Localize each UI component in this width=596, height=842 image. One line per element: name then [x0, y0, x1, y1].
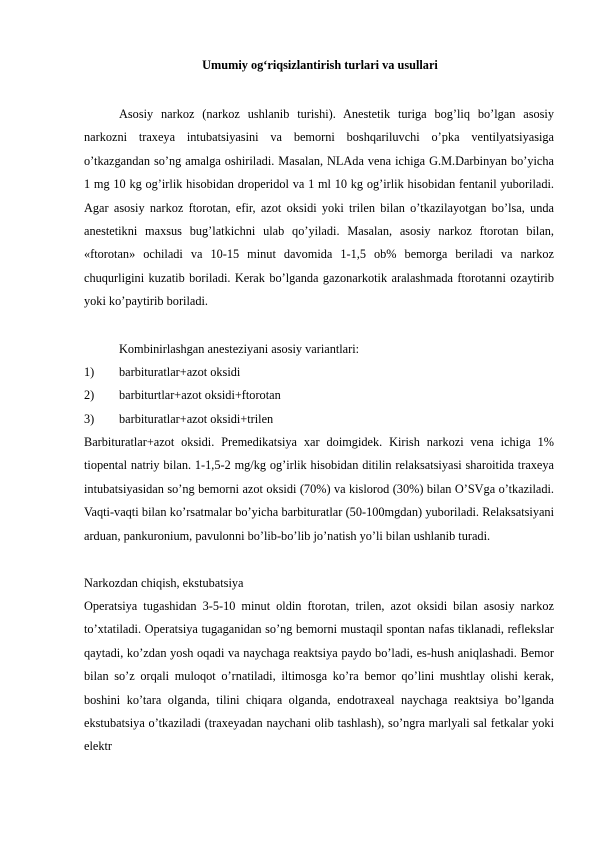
list-item-text: barbiturtlar+azot oksidi+ftorotan — [119, 388, 281, 403]
list-item-text: barbituratlar+azot oksidi+trilen — [119, 411, 274, 426]
paragraph-asosiy-narkoz: Asosiy narkoz (narkoz ushlanib turishi). Anestetik turiga bog’liq bo’lgan asosiy narkozni traxeya intubatsiyasini va bemorni boshqariluvchi o’pka ventilyatsiyasiga o’tkazgandan so’ng amalga oshiriladi. Masalan, NLAda vena ichiga G.M.Darbinyan bo’yicha 1 mg 10 kg og’irlik hisobidan droperidol va 1 ml 10 kg og’irlik hisobidan fentanil yuboriladi. Agar asosiy narkoz ftorotan, efir, azot oksidi yoki trilen bilan o’tkazilayotgan bo’lsa, unda anestetikni maxsus bug’latkichni ulab qo’yiladi. Masalan, asosiy narkoz ftorotan bilan, «ftorotan» ochiladi va 10-15 minut davomida 1-1,5 ob% bemorga beriladi va narkoz chuqurligini kuzatib boriladi. Kerak bo’lganda gazonarkotik aralashmada ftorotanni ozaytirib yoki ko’paytirib boriladi. — [84, 107, 554, 309]
variants-heading: Kombinirlashgan anesteziyani asosiy variantlari: — [119, 342, 360, 356]
subheading-narkozdan-chiqish: Narkozdan chiqish, ekstubatsiya — [84, 576, 244, 590]
paragraph-barbituratlar: Barbituratlar+azot oksidi. Premedikatsiya xar doimgidek. Kirish narkozi vena ichiga 1% tiopental natriy bilan. 1-1,5-2 mg/kg og’irlik hisobidan ditilin relaksatsiyasi sharoitida traxeya intubatsiyasidan so’ng bemorni azot oksidi (70%) va kislorod (30%) bilan O’SVga o’tkaziladi. Vaqti-vaqti bilan ko’rsatmalar bo’yicha barbituratlar (50-100mgdan) yuboriladi. Relaksatsiyani arduan, pankuronium, pavulonni bo’lib-bo’lib jo’natish yo’li bilan ushlanib turadi. — [84, 435, 554, 543]
list-item-number: 2) — [84, 388, 95, 403]
list-item-number: 1) — [84, 365, 95, 379]
variants-list — [84, 361, 554, 431]
document-title: Umumiy og‘riqsizlantirish turlari va usullari — [202, 58, 438, 72]
paragraph-operatsiya: Operatsiya tugashidan 3-5-10 minut oldin ftorotan, trilen, azot oksidi bilan asosiy narkoz to’xtatiladi. Operatsiya tugaganidan so’ng bemorni mustaqil spontan nafas tiklanadi, reflekslar qaytadi, ko’zdan yosh oqadi va naychaga reaktsiya paydo bo’ladi, es-hush aniqlashadi. Bemor bilan so’z orqali muloqot o’rnatiladi, iltimosga ko’ra bemor qo’lini mushtlay olishi kerak, boshini ko’tara olganda, tilini chiqara olganda, endotraxeal naychaga reaktsiya bo’lganda ekstubatsiya o’tkaziladi (traxeyadan naychani olib tashlash), so’ngra marlyali sal fetkalar yoki elektr — [84, 599, 554, 754]
list-item — [84, 361, 554, 384]
list-item-text: barbituratlar+azot oksidi — [119, 365, 241, 379]
list-item-number: 3) — [84, 411, 95, 426]
list-item — [84, 384, 554, 407]
list-item — [84, 408, 554, 431]
